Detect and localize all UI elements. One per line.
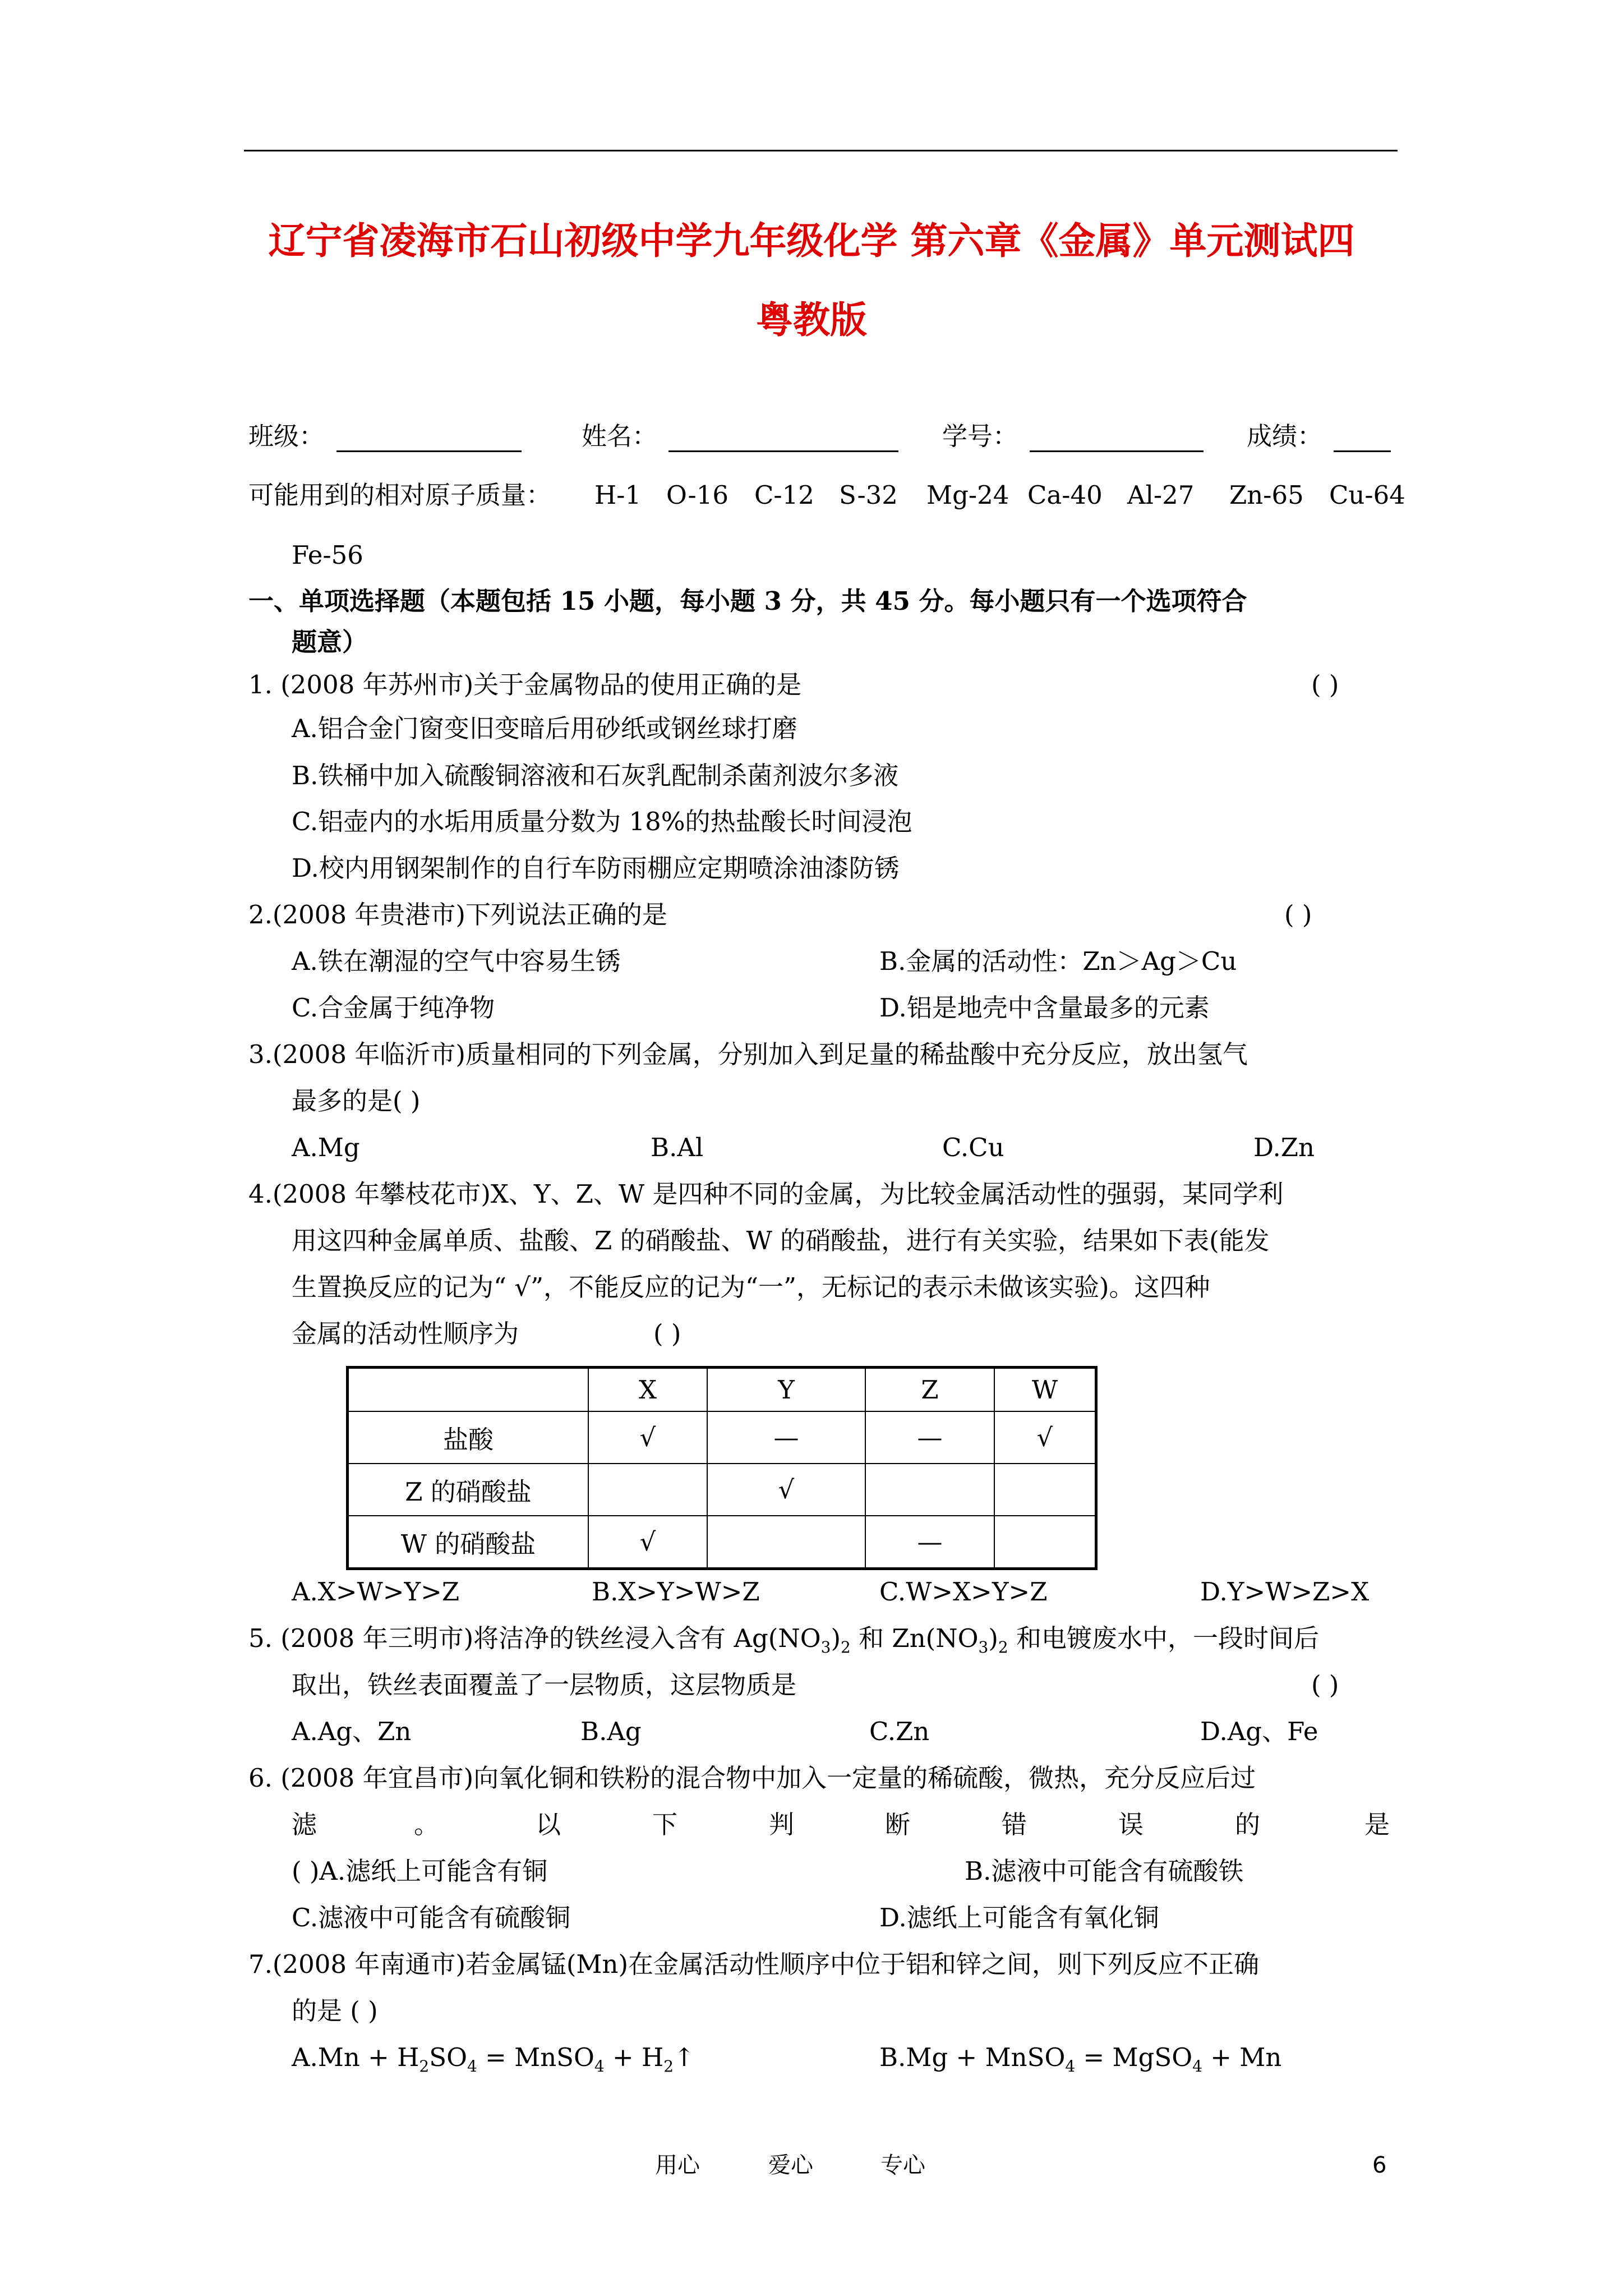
q6-stem-word: 滤 xyxy=(292,1810,317,1839)
q2-option-c[interactable]: C.合金属于纯净物 xyxy=(292,993,495,1023)
table-cell xyxy=(707,1516,865,1569)
table-row-label: 盐酸 xyxy=(348,1411,589,1464)
table-cell: √ xyxy=(994,1411,1096,1464)
up-arrow-icon: ↑ xyxy=(674,2042,695,2072)
q5-option-d[interactable]: D.Ag、Fe xyxy=(1200,1717,1318,1746)
q3-option-a[interactable]: A.Mg xyxy=(292,1133,360,1162)
id-blank[interactable] xyxy=(1030,450,1204,452)
table-row-label: W 的硝酸盐 xyxy=(348,1516,589,1569)
table-cell: √ xyxy=(588,1516,707,1569)
table-cell: — xyxy=(865,1516,994,1569)
table-header-y: Y xyxy=(707,1368,865,1411)
score-label: 成绩： xyxy=(1247,421,1323,451)
q6-stem-word: 的 xyxy=(1235,1810,1261,1839)
table-row xyxy=(348,1464,1096,1516)
q4-option-c[interactable]: C.W>X>Y>Z xyxy=(879,1577,1048,1607)
table-header-z: Z xyxy=(865,1368,994,1411)
atomic-mass-label: 可能用到的相对原子质量： xyxy=(248,480,552,510)
table-cell xyxy=(588,1464,707,1516)
table-header-x: X xyxy=(588,1368,707,1411)
atomic-mass-c: C-12 xyxy=(754,480,814,510)
table-cell xyxy=(994,1516,1096,1569)
atomic-mass-fe: Fe-56 xyxy=(292,540,363,570)
page-title-line2: 粤教版 xyxy=(756,298,867,342)
q6-stem-word: 判 xyxy=(769,1810,795,1839)
q5-option-a[interactable]: A.Ag、Zn xyxy=(292,1717,412,1746)
q2-option-d[interactable]: D.铝是地壳中含量最多的元素 xyxy=(879,993,1210,1023)
q5-stem-line1: 5. (2008 年三明市)将洁净的铁丝浸入含有 $Ag(NO_3)_2$ 和 $Zn(NO_3)_2$ 和电镀废水中，一段时间后 xyxy=(248,1623,1320,1657)
atomic-mass-mg: Mg-24 xyxy=(926,480,1009,510)
table-row xyxy=(348,1411,1096,1464)
footer-motto-1: 用心 xyxy=(655,2152,700,2178)
atomic-mass-h: H-1 xyxy=(594,480,642,510)
q1-stem: 1. (2008 年苏州市)关于金属物品的使用正确的是 xyxy=(248,670,802,700)
id-label: 学号： xyxy=(942,421,1018,451)
q4-option-d[interactable]: D.Y>W>Z>X xyxy=(1200,1577,1370,1607)
header-rule xyxy=(244,150,1398,151)
page-number: 6 xyxy=(1372,2152,1387,2178)
table-cell xyxy=(348,1368,589,1411)
q1-answer-bracket[interactable]: ( ) xyxy=(1311,670,1339,700)
q6-stem-word: 错 xyxy=(1002,1810,1027,1839)
q5-answer-bracket[interactable]: ( ) xyxy=(1311,1670,1339,1700)
q1-option-b[interactable]: B.铁桶中加入硫酸铜溶液和石灰乳配制杀菌剂波尔多液 xyxy=(292,761,899,790)
name-label: 姓名： xyxy=(582,421,658,451)
atomic-mass-al: Al-27 xyxy=(1127,480,1195,510)
q4-stem-line1: 4.(2008 年攀枝花市)X、Y、Z、W 是四种不同的金属，为比较金属活动性的强弱，某同学利 xyxy=(248,1179,1284,1209)
table-cell xyxy=(994,1464,1096,1516)
footer-motto-3: 专心 xyxy=(880,2152,925,2178)
table-row xyxy=(348,1516,1096,1569)
q7-stem-line2: 的是 ( ) xyxy=(292,1996,378,2026)
atomic-mass-s: S-32 xyxy=(839,480,898,510)
q2-option-b[interactable]: B.金属的活动性：Zn＞Ag＞Cu xyxy=(879,946,1237,976)
section-heading-line1: 一、单项选择题（本题包括 15 小题，每小题 3 分，共 45 分。每小题只有一个选项符合 xyxy=(248,586,1247,616)
section-heading-line2: 题意） xyxy=(292,627,368,657)
q5-option-b[interactable]: B.Ag xyxy=(580,1717,642,1746)
score-blank[interactable] xyxy=(1334,450,1391,452)
table-header-row xyxy=(348,1368,1096,1411)
q4-stem-line2: 用这四种金属单质、盐酸、Z 的硝酸盐、W 的硝酸盐，进行有关实验，结果如下表(能发 xyxy=(292,1226,1270,1255)
table-cell: √ xyxy=(588,1411,707,1464)
q7-option-a[interactable]: $A.Mn + H_2SO_4$ = MnSO$_4$ + $H_2↑$ xyxy=(292,2042,695,2076)
class-label: 班级： xyxy=(248,421,325,451)
table-cell: — xyxy=(865,1411,994,1464)
q3-stem-line1: 3.(2008 年临沂市)质量相同的下列金属，分别加入到足量的稀盐酸中充分反应，放出氢气 xyxy=(248,1039,1248,1069)
q6-stem-word: 是 xyxy=(1364,1810,1390,1839)
atomic-mass-ca: Ca-40 xyxy=(1027,480,1103,510)
q7-option-b[interactable]: B.Mg + MnSO$_4$ = MgSO$_4$ + Mn xyxy=(879,2042,1282,2076)
q3-option-b[interactable]: B.Al xyxy=(651,1133,704,1162)
q6-stem-word: 断 xyxy=(885,1810,911,1839)
q4-stem-line4: 金属的活动性顺序为 xyxy=(292,1319,519,1349)
q5-option-c[interactable]: C.Zn xyxy=(869,1717,930,1746)
class-blank[interactable] xyxy=(336,450,522,452)
table-row-label: Z 的硝酸盐 xyxy=(348,1464,589,1516)
q4-answer-bracket[interactable]: ( ) xyxy=(653,1319,681,1349)
table-cell xyxy=(865,1464,994,1516)
q6-stem-line1: 6. (2008 年宜昌市)向氧化铜和铁粉的混合物中加入一定量的稀硫酸，微热，充分反应后过 xyxy=(248,1763,1256,1793)
q6-option-b[interactable]: B.滤液中可能含有硫酸铁 xyxy=(965,1856,1244,1886)
table-cell: √ xyxy=(707,1464,865,1516)
q1-option-d[interactable]: D.校内用钢架制作的自行车防雨棚应定期喷涂油漆防锈 xyxy=(292,853,900,883)
q6-option-c[interactable]: C.滤液中可能含有硫酸铜 xyxy=(292,1903,571,1932)
table-cell: — xyxy=(707,1411,865,1464)
footer-motto-2: 爱心 xyxy=(768,2152,813,2178)
q4-option-a[interactable]: A.X>W>Y>Z xyxy=(292,1577,460,1607)
q6-option-a[interactable]: ( )A.滤纸上可能含有铜 xyxy=(292,1856,548,1886)
q3-option-c[interactable]: C.Cu xyxy=(942,1133,1004,1162)
q1-option-c[interactable]: C.铝壶内的水垢用质量分数为 18%的热盐酸长时间浸泡 xyxy=(292,807,912,836)
q6-stem-word: 下 xyxy=(652,1810,678,1839)
q4-option-b[interactable]: B.X>Y>W>Z xyxy=(592,1577,760,1607)
atomic-mass-o: O-16 xyxy=(666,480,729,510)
atomic-mass-zn: Zn-65 xyxy=(1229,480,1304,510)
q4-stem-line3: 生置换反应的记为“ √”，不能反应的记为“一”，无标记的表示未做该实验)。这四种 xyxy=(292,1272,1210,1302)
q6-stem-word: 误 xyxy=(1118,1810,1144,1839)
q3-stem-line2: 最多的是( ) xyxy=(292,1086,421,1116)
q2-stem: 2.(2008 年贵港市)下列说法正确的是 xyxy=(248,900,667,930)
name-blank[interactable] xyxy=(668,450,898,452)
q3-option-d[interactable]: D.Zn xyxy=(1253,1133,1315,1162)
q6-stem-word: 。 xyxy=(414,1810,440,1839)
q2-option-a[interactable]: A.铁在潮湿的空气中容易生锈 xyxy=(292,946,621,976)
q7-stem-line1: 7.(2008 年南通市)若金属锰(Mn)在金属活动性顺序中位于铝和锌之间，则下列反应不正确 xyxy=(248,1949,1260,1979)
q5-stem-line2: 取出，铁丝表面覆盖了一层物质，这层物质是 xyxy=(292,1670,797,1700)
q2-answer-bracket[interactable]: ( ) xyxy=(1284,900,1312,930)
page-title-line1: 辽宁省凌海市石山初级中学九年级化学 第六章《金属》单元测试四 xyxy=(268,219,1355,263)
q6-option-d[interactable]: D.滤纸上可能含有氧化铜 xyxy=(879,1903,1159,1932)
atomic-mass-cu: Cu-64 xyxy=(1329,480,1405,510)
table-header-w: W xyxy=(994,1368,1096,1411)
q4-result-table xyxy=(346,1366,1098,1570)
q1-option-a[interactable]: A.铝合金门窗变旧变暗后用砂纸或钢丝球打磨 xyxy=(292,714,797,743)
q6-stem-word: 以 xyxy=(536,1810,561,1839)
